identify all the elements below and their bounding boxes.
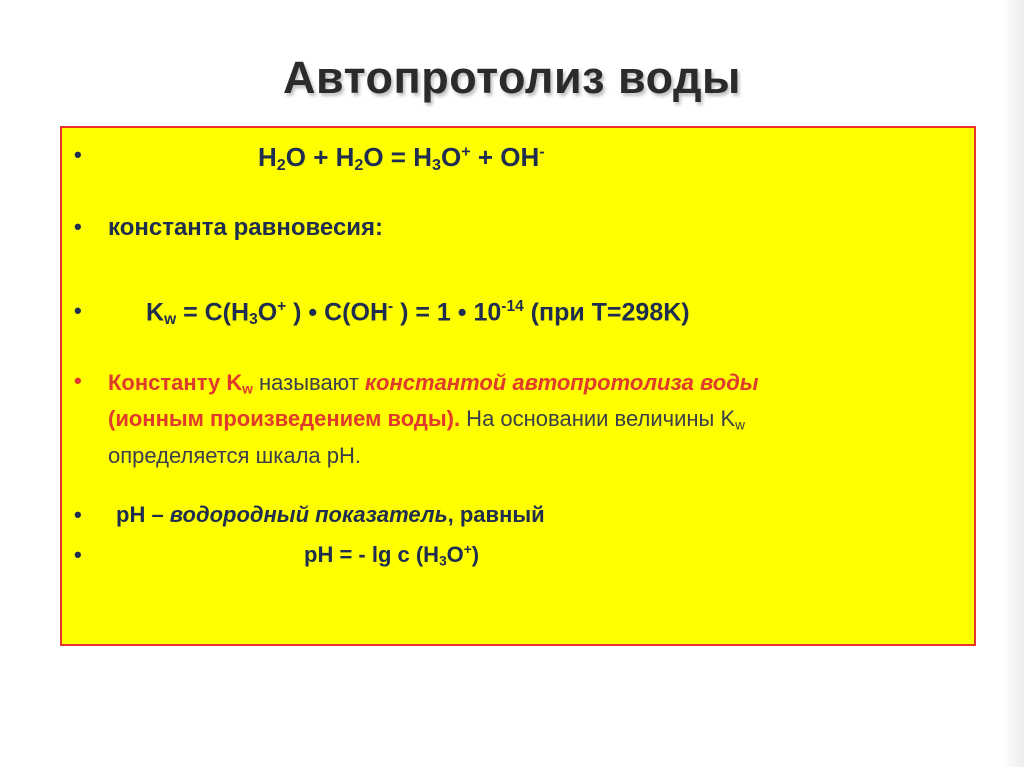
slide-title: Автопротолиз воды: [283, 52, 741, 103]
ph-formula: pH = - lg c $(H_3O^+)$: [304, 542, 480, 569]
bullet: •: [74, 502, 82, 527]
definition-line-3: определяется шкала pH.: [108, 442, 361, 468]
slide-edge-shadow: [1002, 0, 1024, 767]
definition-line-2: (ионным произведением воды). На основании величины $K_w$: [108, 406, 745, 433]
constant-label: константа равновесия:: [108, 214, 384, 241]
bullet: •: [74, 214, 82, 239]
bullet: •: [74, 298, 82, 323]
autoprotolysis-equation: $H_2O + H_2O = H_3O^+ + OH^-$: [258, 142, 545, 175]
kw-equation: $K_w = C(H_3O^+$ ) • C(OH- ) = 1 • $10^{-14}$ (при T=298K): [146, 298, 690, 329]
bullet: •: [74, 542, 82, 567]
bullet: •: [74, 142, 82, 167]
ph-definition: pH – водородный показатель, равный: [116, 502, 545, 527]
bullet: •: [74, 368, 82, 393]
definition-line-1: Константу $K_w$ называют константой автопротолиза воды: [108, 370, 759, 397]
kw-definition: [108, 368, 759, 471]
content-box: [60, 126, 976, 646]
